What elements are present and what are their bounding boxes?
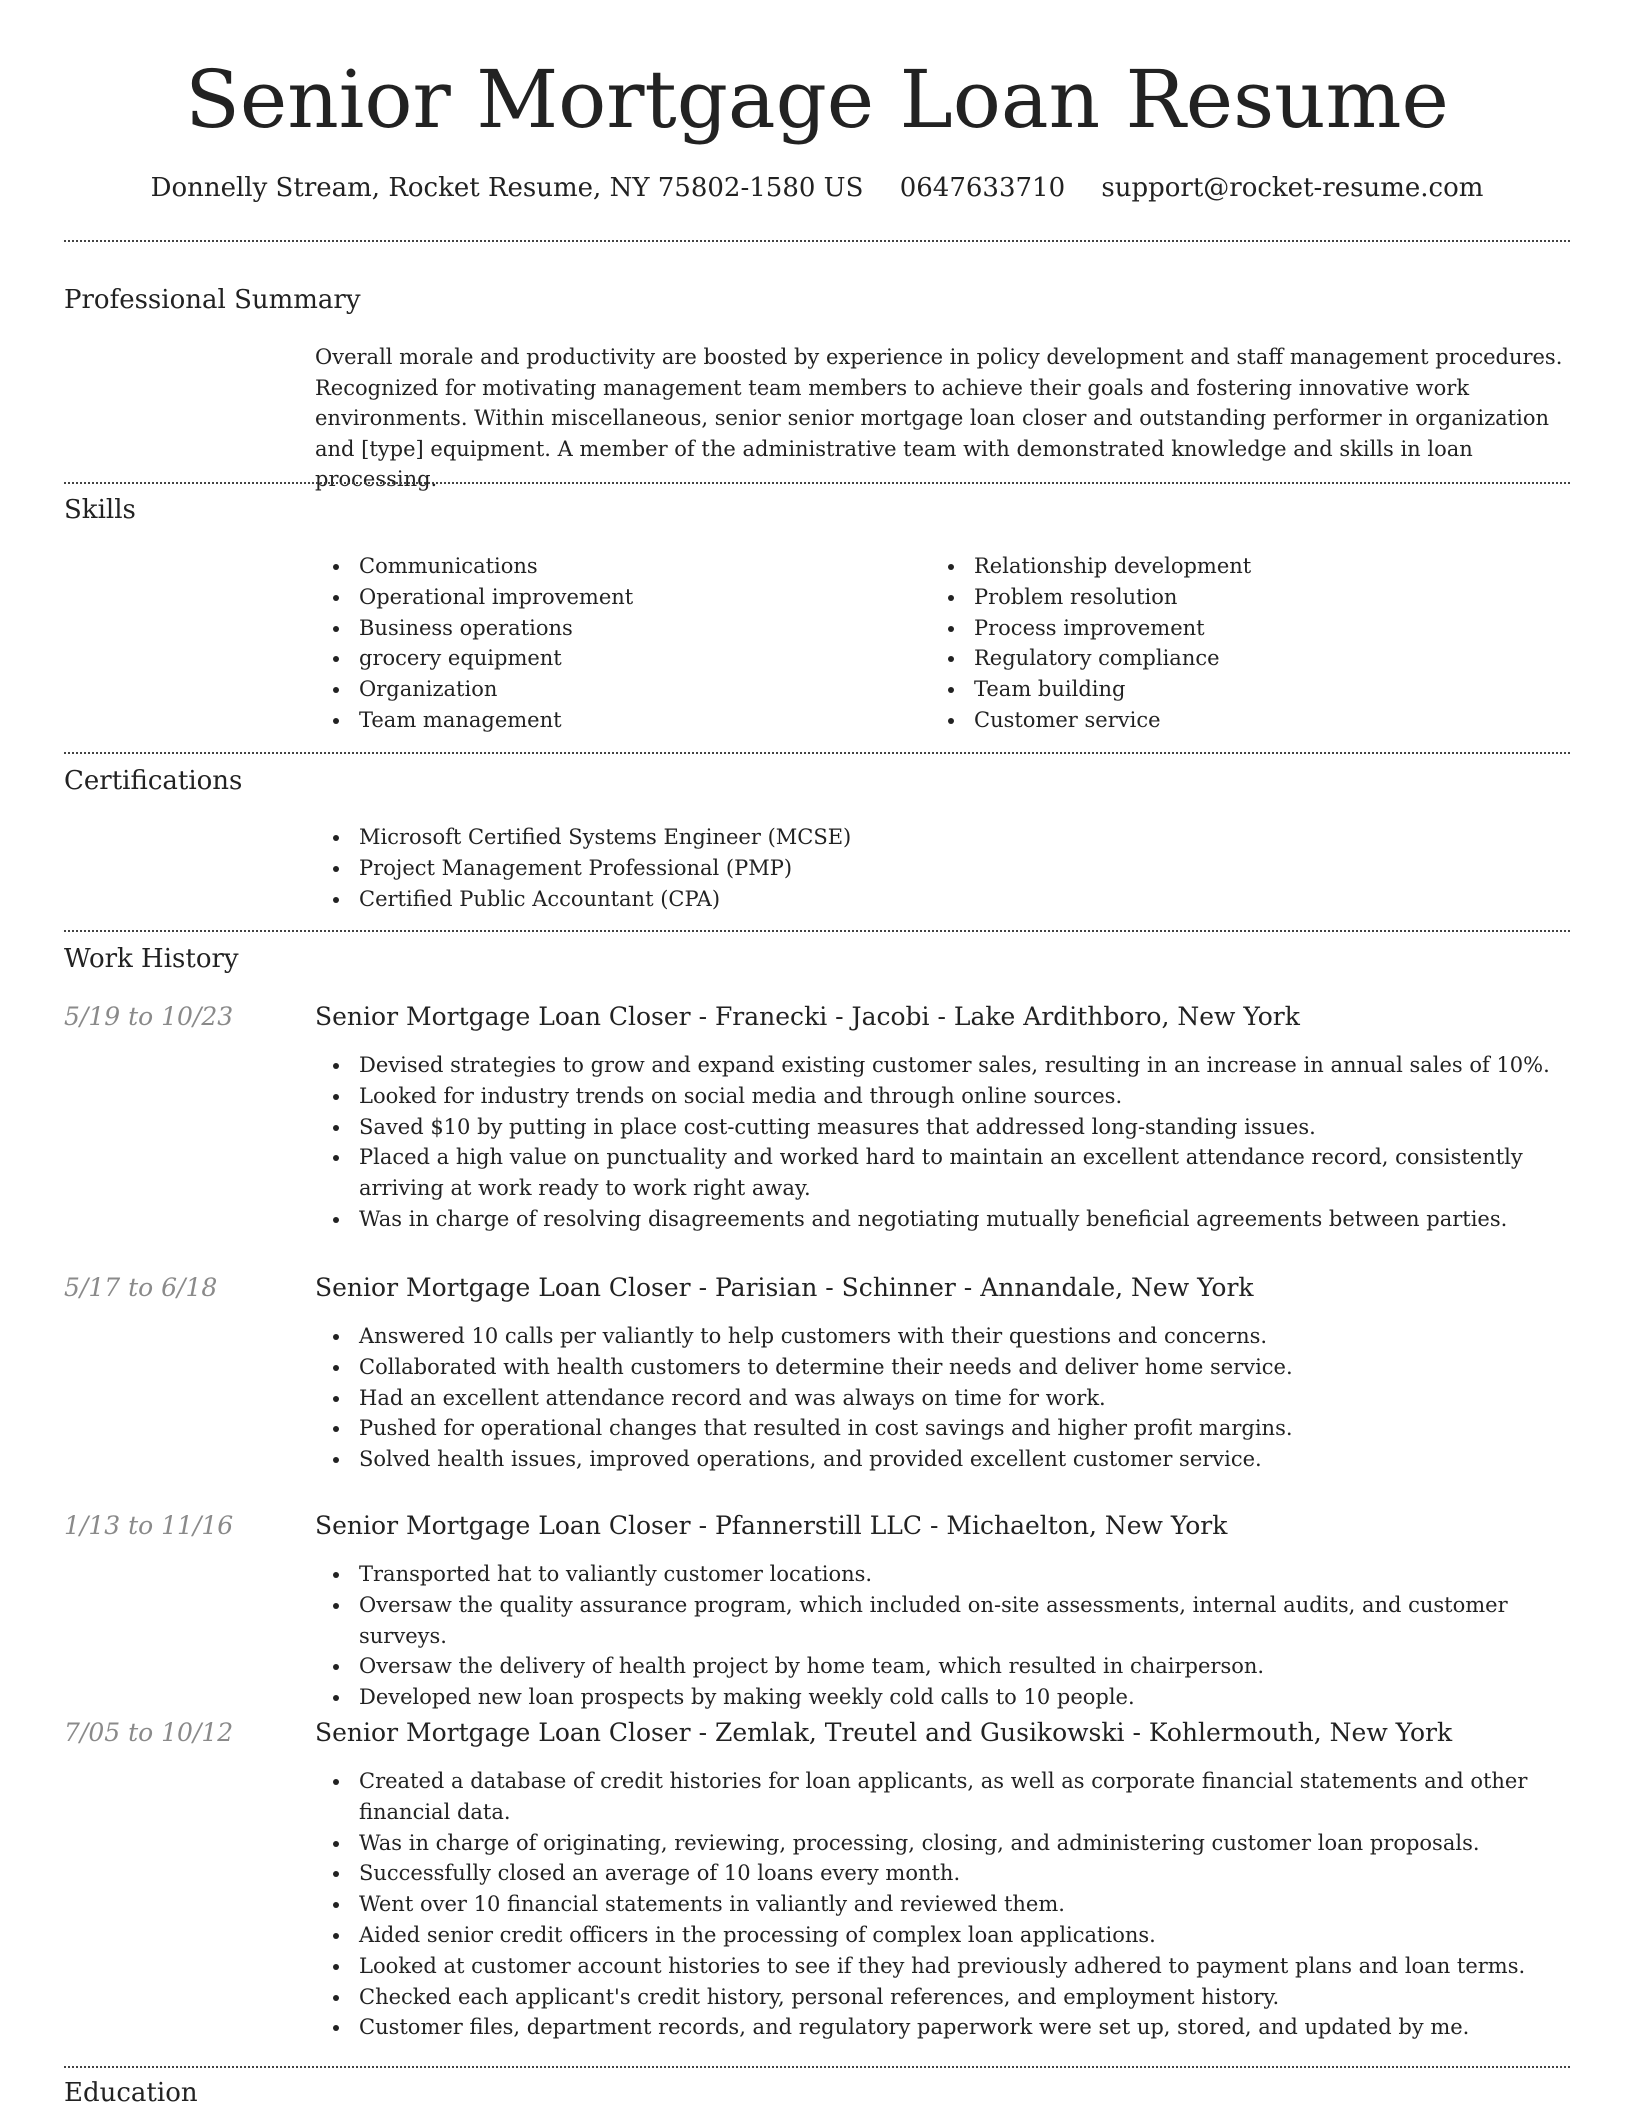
job-bullet: Devised strategies to grow and expand existing customer sales, resulting in an increase in annual sales of 10%. [315, 1050, 1570, 1081]
job-bullet: Looked at customer account histories to see if they had previously adhered to payment plans and loan terms. [315, 1951, 1570, 1982]
job-date: 5/17 to 6/18 [64, 1273, 218, 1302]
job-bullet: Successfully closed an average of 10 loans every month. [315, 1858, 1570, 1889]
section-divider [64, 2066, 1570, 2068]
education-heading: Education [64, 2078, 198, 2108]
skill-item: Communications [315, 551, 915, 582]
job-bullets [315, 1559, 1570, 1713]
job-bullet: Aided senior credit officers in the processing of complex loan applications. [315, 1920, 1570, 1951]
resume-title: Senior Mortgage Loan Resume [185, 53, 1449, 146]
job-bullet: Saved $10 by putting in place cost-cutting measures that addressed long-standing issues. [315, 1112, 1570, 1143]
skill-item: Organization [315, 674, 915, 705]
skill-item: Team management [315, 705, 915, 736]
job-title: Senior Mortgage Loan Closer - Franecki - Jacobi - Lake Ardithboro, New York [315, 1002, 1300, 1031]
skill-item: Relationship development [930, 551, 1530, 582]
job-bullet: Placed a high value on punctuality and worked hard to maintain an excellent attendance record, consistently arriving at work ready to work right away. [315, 1142, 1570, 1204]
certification-item: Microsoft Certified Systems Engineer (MCSE) [315, 822, 1570, 853]
contact-address: Donnelly Stream, Rocket Resume, NY 75802-1580 US [150, 173, 864, 203]
job-bullet: Oversaw the quality assurance program, which included on-site assessments, internal audits, and customer surveys. [315, 1590, 1570, 1652]
job-bullet: Answered 10 calls per valiantly to help customers with their questions and concerns. [315, 1321, 1570, 1352]
contact-phone: 0647633710 [899, 173, 1066, 203]
skills-list-right [930, 551, 1530, 736]
summary-heading: Professional Summary [64, 285, 361, 315]
job-bullets [315, 1050, 1570, 1235]
skill-item: Operational improvement [315, 582, 915, 613]
job-bullet: Pushed for operational changes that resulted in cost savings and higher profit margins. [315, 1413, 1570, 1444]
job-bullet: Was in charge of originating, reviewing, processing, closing, and administering customer loan proposals. [315, 1828, 1570, 1859]
job-title: Senior Mortgage Loan Closer - Parisian - Schinner - Annandale, New York [315, 1273, 1254, 1302]
job-bullet: Created a database of credit histories for loan applicants, as well as corporate financial statements and other financial data. [315, 1766, 1570, 1828]
skill-item: Problem resolution [930, 582, 1530, 613]
skill-item: Regulatory compliance [930, 643, 1530, 674]
job-bullet: Customer files, department records, and regulatory paperwork were set up, stored, and updated by me. [315, 2012, 1570, 2043]
skills-heading: Skills [64, 495, 136, 525]
job-bullet: Went over 10 financial statements in valiantly and reviewed them. [315, 1889, 1570, 1920]
contact-line [64, 170, 1570, 206]
skill-item: Team building [930, 674, 1530, 705]
job-bullet: Had an excellent attendance record and was always on time for work. [315, 1383, 1570, 1414]
job-date: 5/19 to 10/23 [64, 1002, 234, 1031]
job-bullets [315, 1321, 1570, 1475]
job-bullet: Was in charge of resolving disagreements and negotiating mutually beneficial agreements between parties. [315, 1204, 1570, 1235]
job-bullet: Oversaw the delivery of health project by home team, which resulted in chairperson. [315, 1651, 1570, 1682]
job-title: Senior Mortgage Loan Closer - Pfannerstill LLC - Michaelton, New York [315, 1511, 1228, 1540]
section-divider [64, 752, 1570, 754]
skill-item: Business operations [315, 613, 915, 644]
certifications-list [315, 822, 1570, 914]
certifications-heading: Certifications [64, 766, 243, 796]
section-divider [64, 240, 1570, 242]
job-bullet: Transported hat to valiantly customer locations. [315, 1559, 1570, 1590]
job-bullet: Collaborated with health customers to determine their needs and deliver home service. [315, 1352, 1570, 1383]
job-title: Senior Mortgage Loan Closer - Zemlak, Treutel and Gusikowski - Kohlermouth, New York [315, 1718, 1453, 1747]
job-date: 7/05 to 10/12 [64, 1718, 234, 1747]
skill-item: Process improvement [930, 613, 1530, 644]
contact-email: support@rocket-resume.com [1101, 173, 1484, 203]
skill-item: grocery equipment [315, 643, 915, 674]
job-bullet: Checked each applicant's credit history, personal references, and employment history. [315, 1982, 1570, 2013]
job-bullet: Solved health issues, improved operations, and provided excellent customer service. [315, 1444, 1570, 1475]
job-bullets [315, 1766, 1570, 2043]
certification-item: Project Management Professional (PMP) [315, 853, 1570, 884]
work-history-heading: Work History [64, 944, 239, 974]
section-divider [64, 930, 1570, 932]
skill-item: Customer service [930, 705, 1530, 736]
section-divider [64, 482, 1570, 484]
skills-list-left [315, 551, 915, 736]
summary-text: Overall morale and productivity are boosted by experience in policy development and staff management procedures. Recognized for motivating management team members to achieve their goals and fostering innovative work environments. Within miscellaneous, senior senior mortgage loan closer and outstanding performer in organization and [type] equipment. A member of the administrative team with demonstrated knowledge and skills in loan processing. [315, 345, 1563, 491]
job-bullet: Developed new loan prospects by making weekly cold calls to 10 people. [315, 1682, 1570, 1713]
job-date: 1/13 to 11/16 [64, 1511, 234, 1540]
job-bullet: Looked for industry trends on social media and through online sources. [315, 1081, 1570, 1112]
certification-item: Certified Public Accountant (CPA) [315, 884, 1570, 915]
